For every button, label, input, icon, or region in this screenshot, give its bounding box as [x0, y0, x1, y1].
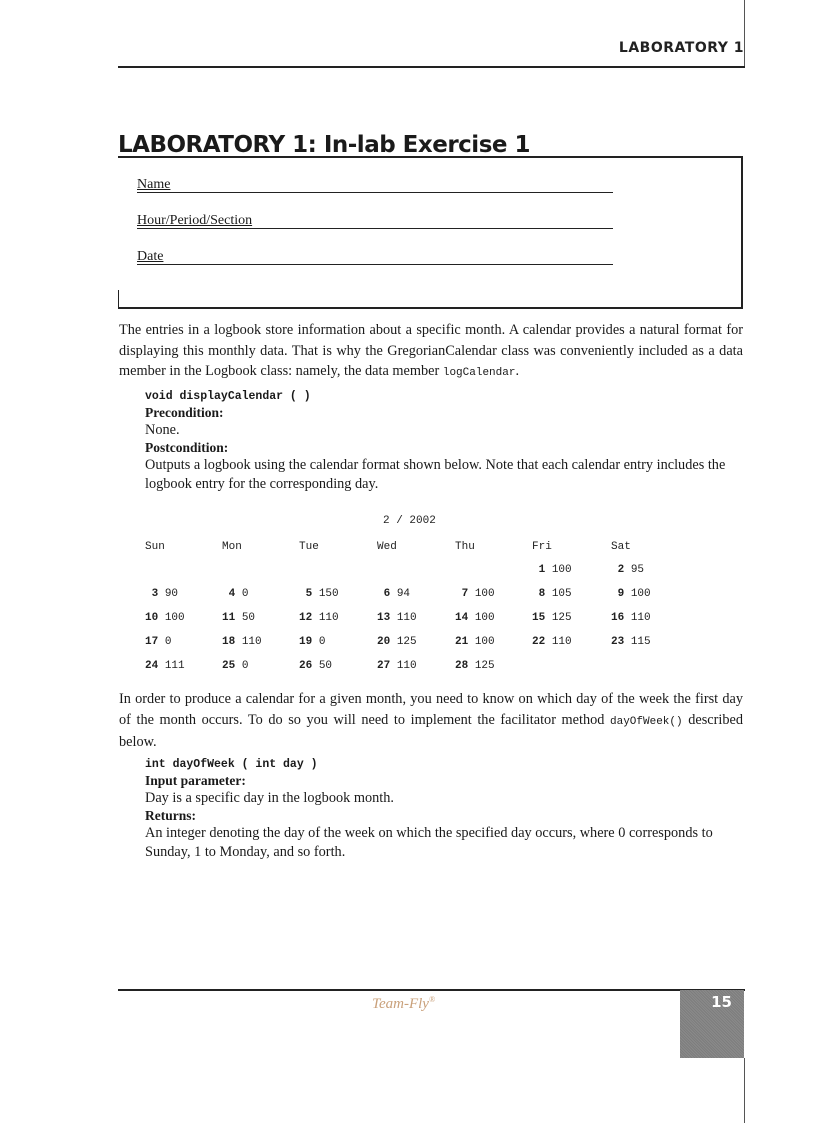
calendar-value: 125 — [396, 636, 417, 648]
calendar-entry — [299, 611, 339, 625]
calendar-entry — [611, 635, 651, 649]
calendar-entry — [377, 659, 417, 673]
calendar-entry — [532, 635, 572, 649]
intro-text: The entries in a logbook store information about a specific month. A calendar provides a natural format for displaying this monthly data. That is why the GregorianCalendar class was conveniently included as a data member in the Logbook class: namely, the data member — [119, 322, 743, 379]
calendar-entry — [299, 659, 332, 673]
method1-signature: void displayCalendar ( ) — [145, 390, 311, 403]
calendar-day-header: Wed — [377, 541, 397, 553]
calendar-value: 0 — [241, 660, 249, 672]
calendar-entry — [455, 611, 495, 625]
calendar-entry — [299, 587, 339, 601]
calendar-date: 16 — [611, 612, 625, 624]
calendar-date: 26 — [299, 660, 313, 672]
calendar-value: 0 — [164, 636, 172, 648]
calendar-value: 110 — [396, 660, 417, 672]
calendar-value: 100 — [630, 588, 651, 600]
para2-code: dayOfWeek() — [610, 715, 683, 728]
para2-text: In order to produce a calendar for a given month, you need to know on which day of the week the first day of the month occurs. To do so you will need to implement the facilitator method — [119, 691, 743, 728]
calendar-date: 9 — [611, 588, 625, 600]
calendar-value: 125 — [474, 660, 495, 672]
calendar-date: 12 — [299, 612, 313, 624]
calendar-date: 2 — [611, 564, 625, 576]
brand-mark: ® — [428, 995, 436, 1004]
calendar-value: 50 — [318, 660, 333, 672]
header-rule — [118, 66, 745, 68]
date-label: Date — [137, 249, 164, 264]
calendar-value: 0 — [241, 588, 249, 600]
calendar-value: 0 — [318, 636, 326, 648]
calendar-value: 100 — [551, 564, 572, 576]
calendar-date: 15 — [532, 612, 546, 624]
calendar-value: 110 — [630, 612, 651, 624]
box-left-stub — [118, 290, 119, 309]
calendar-date: 1 — [532, 564, 546, 576]
page-number-box — [680, 990, 744, 1058]
para2-end: described below. — [119, 711, 743, 750]
calendar-day-header: Mon — [222, 541, 242, 553]
calendar-entry — [377, 635, 417, 649]
calendar-value: 95 — [630, 564, 645, 576]
calendar-date: 20 — [377, 636, 391, 648]
calendar-date: 5 — [299, 588, 313, 600]
brand-text: Team-Fly — [372, 996, 429, 1012]
calendar-day-header: Thu — [455, 541, 475, 553]
calendar-date: 10 — [145, 612, 159, 624]
hour-field[interactable] — [137, 208, 613, 229]
calendar-entry — [222, 659, 248, 673]
calendar-value: 150 — [318, 588, 339, 600]
method1-post-label: Postcondition: — [145, 440, 229, 455]
calendar-entry — [377, 611, 417, 625]
calendar-date: 24 — [145, 660, 159, 672]
footer-rule — [118, 989, 745, 991]
calendar-value: 110 — [396, 612, 417, 624]
calendar-date: 3 — [145, 588, 159, 600]
second-paragraph — [119, 689, 743, 753]
hour-label: Hour/Period/Section — [137, 213, 253, 228]
calendar-date: 13 — [377, 612, 391, 624]
calendar-date: 6 — [377, 588, 391, 600]
calendar-entry — [222, 635, 262, 649]
calendar-entry — [145, 587, 178, 601]
calendar-date: 21 — [455, 636, 469, 648]
calendar-entry — [145, 635, 171, 649]
calendar-date: 11 — [222, 612, 236, 624]
calendar-entry — [532, 563, 572, 577]
calendar-day-header: Fri — [532, 541, 552, 553]
method-display-calendar — [145, 389, 743, 494]
calendar-date: 22 — [532, 636, 546, 648]
method2-input-text: Day is a specific day in the logbook month. — [145, 790, 394, 806]
calendar-entry — [455, 587, 495, 601]
page-number: 15 — [711, 993, 732, 1011]
calendar-date: 18 — [222, 636, 236, 648]
method2-signature: int dayOfWeek ( int day ) — [145, 758, 318, 771]
calendar-entry — [611, 587, 651, 601]
method2-returns-label: Returns: — [145, 808, 196, 823]
calendar-value: 90 — [164, 588, 179, 600]
calendar-entry — [299, 635, 325, 649]
calendar-value: 100 — [474, 612, 495, 624]
calendar-entry — [377, 587, 410, 601]
page-edge-bottom — [744, 1058, 745, 1123]
calendar-date: 27 — [377, 660, 391, 672]
calendar-date: 7 — [455, 588, 469, 600]
calendar-value: 94 — [396, 588, 411, 600]
method1-pre-text: None. — [145, 422, 180, 438]
calendar-value: 125 — [551, 612, 572, 624]
calendar-heading: 2 / 2002 — [383, 515, 436, 527]
calendar-value: 100 — [164, 612, 185, 624]
section-title: LABORATORY 1: In-lab Exercise 1 — [118, 132, 530, 158]
method2-returns-text: An integer denoting the day of the week on which the specified day occurs, where 0 corresponds to Sunday, 1 to Monday, and so forth. — [145, 825, 713, 860]
calendar-date: 19 — [299, 636, 313, 648]
calendar-value: 105 — [551, 588, 572, 600]
calendar-entry — [145, 611, 185, 625]
footer-brand — [372, 995, 435, 1013]
method-day-of-week — [145, 757, 743, 862]
name-field[interactable] — [137, 172, 613, 193]
calendar-day-header: Sat — [611, 541, 631, 553]
running-header: LABORATORY 1 — [618, 40, 744, 56]
calendar-entry — [611, 611, 651, 625]
calendar-value: 50 — [241, 612, 256, 624]
calendar-day-header: Sun — [145, 541, 165, 553]
calendar-date: 14 — [455, 612, 469, 624]
calendar-date: 8 — [532, 588, 546, 600]
method1-pre-label: Precondition: — [145, 405, 224, 420]
calendar-entry — [222, 611, 255, 625]
calendar-value: 110 — [241, 636, 262, 648]
calendar-day-header: Tue — [299, 541, 319, 553]
calendar-value: 111 — [164, 660, 185, 672]
intro-end: . — [515, 363, 520, 379]
date-field[interactable] — [137, 244, 613, 265]
calendar-value: 115 — [630, 636, 651, 648]
calendar-date: 25 — [222, 660, 236, 672]
calendar-entry — [455, 635, 495, 649]
method1-post-text: Outputs a logbook using the calendar format shown below. Note that each calendar entry includes the logbook entry for the corresponding day. — [145, 457, 726, 492]
calendar-entry — [145, 659, 185, 673]
name-label: Name — [137, 177, 171, 192]
method2-input-label: Input parameter: — [145, 773, 246, 788]
intro-code: logCalendar — [442, 367, 516, 379]
intro-paragraph — [119, 320, 743, 384]
calendar-value: 100 — [474, 588, 495, 600]
page-edge-top — [744, 0, 745, 66]
calendar-date: 17 — [145, 636, 159, 648]
calendar-entry — [532, 611, 572, 625]
calendar-date: 4 — [222, 588, 236, 600]
calendar-date: 23 — [611, 636, 625, 648]
calendar-value: 100 — [474, 636, 495, 648]
calendar-value: 110 — [551, 636, 572, 648]
calendar-date: 28 — [455, 660, 469, 672]
calendar-entry — [455, 659, 495, 673]
calendar-entry — [222, 587, 248, 601]
calendar-value: 110 — [318, 612, 339, 624]
calendar-entry — [611, 563, 644, 577]
calendar-entry — [532, 587, 572, 601]
